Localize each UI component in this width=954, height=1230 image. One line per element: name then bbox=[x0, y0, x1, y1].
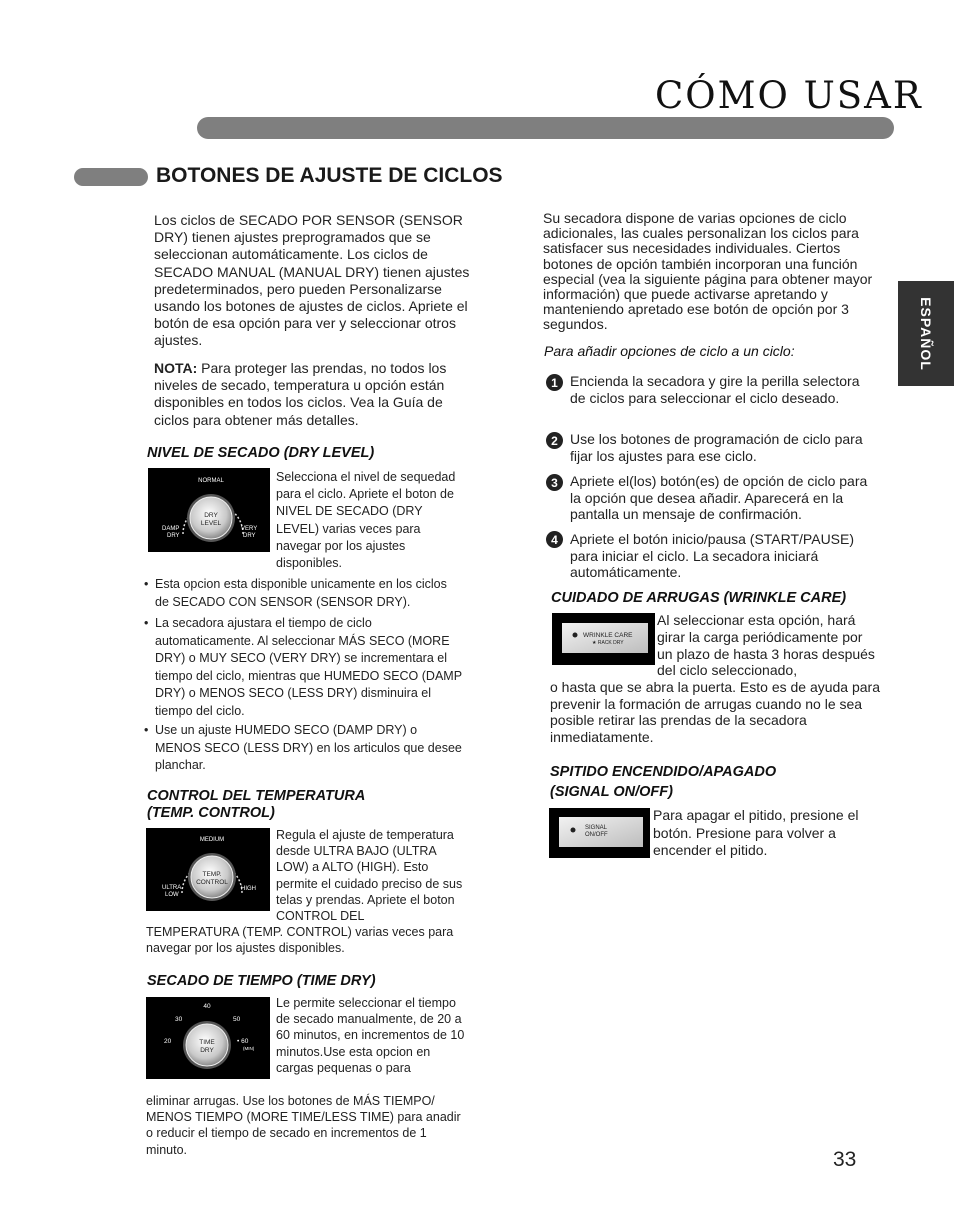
temp-dial-left1: ULTRA bbox=[162, 885, 182, 891]
note-text: Para proteger las prendas, no todos los niveles de secado, temperatura u opción están disponibles en todos los ciclos. Vea la Guía de ciclos para obtener más detalles. bbox=[154, 360, 447, 428]
time-dry-heading: SECADO DE TIEMPO (TIME DRY) bbox=[147, 973, 376, 989]
time-dial-30: 30 bbox=[175, 1016, 183, 1023]
dial-label-right1: VERY bbox=[241, 526, 258, 532]
time-dial-50: 50 bbox=[233, 1016, 241, 1023]
language-tab bbox=[898, 281, 954, 386]
step-2-text: Use los botones de programación de ciclo para fijar los ajustes para ese ciclo. bbox=[570, 431, 863, 464]
signal-heading-line1: SPITIDO ENCENDIDO/APAGADO bbox=[550, 764, 777, 780]
step-3-text: Apriete el(los) botón(es) de opción de ciclo para la opción que desea añadir. Aparecerá en la pantalla un mensaje de confirmación. bbox=[570, 473, 868, 522]
left-intro: Los ciclos de SECADO POR SENSOR (SENSOR DRY) tienen ajustes preprogramados que se seleccionan automáticamente. Los ciclos de SECADO MANUAL (MANUAL DRY) tienen ajustes predeterminados, pero pueden Personalizarse usando los botones de ajustes de ciclos. Apriete el botón de esa opción para ver y seleccionar otros ajustes. bbox=[154, 212, 470, 349]
dry-level-dial-image bbox=[148, 468, 270, 552]
wrinkle-care-heading: CUIDADO DE ARRUGAS (WRINKLE CARE) bbox=[551, 590, 847, 606]
header-bar bbox=[197, 117, 894, 139]
page-number: 33 bbox=[833, 1148, 857, 1171]
right-intro: Su secadora dispone de varias opciones de ciclo adicionales, las cuales personalizan los ciclos para satisfacer sus necesidades individuales. Ciertos botones de opción también incorporan una función especial (vea la siguiente página para obtener mayor información) que puede activarse apretando y manteniendo apretado ese botón de opción por 3 segundos. bbox=[543, 210, 873, 333]
signal-desc: Para apagar el pitido, presione el botón. Presione para volver a encender el pitido. bbox=[653, 807, 859, 858]
temp-desc: Regula el ajuste de temperatura desde ULTRA BAJO (ULTRA LOW) a ALTO (HIGH). Esto permite el cuidado preciso de sus telas y prendas. Apriete el boton CONTROL DEL bbox=[276, 828, 463, 924]
onoff-button-label: ON/OFF bbox=[585, 832, 608, 838]
rack-dry-label: ★ RACK DRY bbox=[592, 640, 624, 646]
temp-desc-continued: TEMPERATURA (TEMP. CONTROL) varias veces para navegar por los ajustes disponibles. bbox=[146, 925, 454, 956]
signal-heading-line2: (SIGNAL ON/OFF) bbox=[550, 784, 673, 800]
add-options-heading: Para añadir opciones de ciclo a un ciclo: bbox=[544, 343, 795, 359]
temp-dial-right: HIGH bbox=[241, 886, 256, 892]
wrinkle-button-label: WRINKLE CARE bbox=[583, 632, 633, 639]
dry-level-bullet-2: • La secadora ajustara el tiempo de ciclo automaticamente. Al seleccionar MÁS SECO (MORE DRY) o MUY SECO (VERY DRY) se incrementara el tiempo del ciclo, mientras que HUMEDO SECO (DAMP DRY) o MENOS SECO (LESS DRY) disminuira el tiempo del ciclo. bbox=[144, 615, 464, 720]
dial-label-left2: DRY bbox=[167, 533, 180, 539]
language-tab-label: ESPAÑOL bbox=[918, 296, 934, 371]
note-label: NOTA: bbox=[154, 360, 198, 376]
temp-heading-line2: (TEMP. CONTROL) bbox=[147, 805, 275, 821]
step-4-number: 4 bbox=[546, 531, 563, 548]
time-dry-dial-image bbox=[146, 997, 270, 1079]
wrinkle-care-desc: Al seleccionar esta opción, hará girar la carga periódicamente por un plazo de hasta 3 horas después del ciclo seleccionado, bbox=[657, 612, 875, 679]
step-4-text: Apriete el botón inicio/pausa (START/PAUSE) para iniciar el ciclo. La secadora iniciará automáticamente. bbox=[570, 531, 855, 580]
time-dial-center1: TIME bbox=[199, 1039, 215, 1046]
temp-dial-left2: LOW bbox=[165, 892, 179, 898]
time-dial-center2: DRY bbox=[200, 1047, 214, 1054]
step-2-number: 2 bbox=[546, 432, 563, 449]
temp-dial-center2: CONTROL bbox=[196, 879, 228, 886]
dial-center-line2: LEVEL bbox=[200, 520, 222, 527]
time-dial-40: 40 bbox=[203, 1003, 211, 1010]
dial-label-left1: DAMP bbox=[162, 526, 180, 532]
temp-dial-top: MEDIUM bbox=[199, 837, 225, 843]
note-paragraph bbox=[154, 360, 476, 429]
step-1-text: Encienda la secadora y gire la perilla selectora de ciclos para seleccionar el ciclo deseado. bbox=[570, 373, 860, 406]
temp-dial-image bbox=[146, 828, 270, 911]
wrinkle-care-desc-continued: o hasta que se abra la puerta. Esto es de ayuda para prevenir la formación de arrugas cuando no le sea posible retirar las prendas de la secadora inmediatamente. bbox=[550, 679, 881, 745]
time-dial-20: 20 bbox=[164, 1038, 172, 1045]
dry-level-bullet-3: • Use un ajuste HUMEDO SECO (DAMP DRY) o MENOS SECO (LESS DRY) en los articulos que desee planchar. bbox=[144, 722, 464, 775]
time-dial-unit: (MIN) bbox=[243, 1046, 255, 1051]
temp-heading-line1: CONTROL DEL TEMPERATURA bbox=[147, 788, 366, 804]
section-pill bbox=[74, 168, 148, 186]
step-3-number: 3 bbox=[546, 474, 563, 491]
time-dial-60: • 60 bbox=[237, 1038, 249, 1045]
dial-label-top: NORMAL bbox=[198, 478, 224, 484]
wrinkle-care-button-image bbox=[552, 613, 655, 665]
time-dry-desc: Le permite seleccionar el tiempo de secado manualmente, de 20 a 60 minutos, en incrementos de 10 minutos.Use esta opcion en cargas pequenas o para bbox=[276, 996, 465, 1075]
page-title: CÓMO USAR bbox=[655, 74, 923, 117]
dial-label-right2: DRY bbox=[243, 533, 256, 539]
section-title: BOTONES DE AJUSTE DE CICLOS bbox=[156, 164, 503, 187]
dry-level-bullet-1: • Esta opcion esta disponible unicamente en los ciclos de SECADO CON SENSOR (SENSOR DRY). bbox=[144, 576, 464, 611]
temp-dial-center1: TEMP. bbox=[202, 871, 222, 878]
signal-button-label: SIGNAL bbox=[585, 825, 608, 831]
dry-level-desc: Selecciona el nivel de sequedad para el ciclo. Apriete el boton de NIVEL DE SECADO (DRY LEVEL) varias veces para navegar por los ajustes disponibles. bbox=[276, 470, 456, 571]
time-dry-desc-continued: eliminar arrugas. Use los botones de MÁS TIEMPO/ MENOS TIEMPO (MORE TIME/LESS TIME) para anadir o reducir el tiempo de secado en incrementos de 1 minuto. bbox=[146, 1094, 461, 1157]
signal-button-image bbox=[549, 808, 650, 858]
step-1-number: 1 bbox=[546, 374, 563, 391]
dry-level-heading: NIVEL DE SECADO (DRY LEVEL) bbox=[147, 445, 375, 461]
dial-center-line1: DRY bbox=[204, 512, 218, 519]
